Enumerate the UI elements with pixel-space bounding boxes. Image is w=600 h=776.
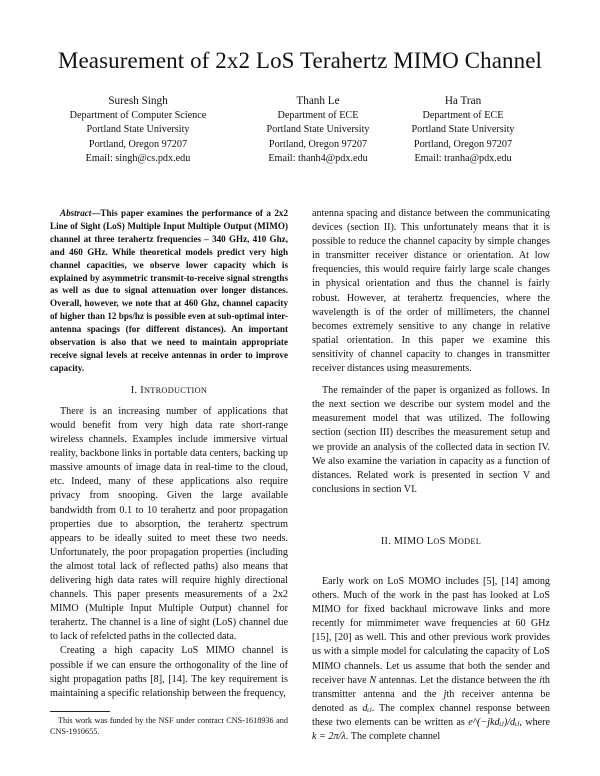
abstract — [50, 207, 288, 375]
model-paragraph-1 — [312, 575, 550, 744]
math-var: j — [443, 688, 447, 700]
author-email: Email: singh@cs.pdx.edu — [85, 152, 191, 164]
heading-part: ODEL — [457, 536, 482, 546]
author-univ: Portland State University — [86, 124, 190, 136]
section-numeral: I. — [130, 384, 141, 396]
author-univ: Portland State University — [411, 124, 515, 136]
section-numeral: II. — [380, 535, 394, 547]
footnote-rule — [50, 711, 110, 712]
text-run: th transmitter antenna and the — [312, 674, 550, 700]
author-dept: Department of ECE — [277, 110, 359, 122]
right-column — [312, 207, 550, 744]
author-name: Suresh Singh — [108, 95, 168, 107]
section-heading-mimo-los-model — [312, 535, 550, 549]
left-column — [50, 207, 288, 701]
text-run: antennas. Let the distance between the — [376, 674, 540, 686]
math-var: dᵢⱼ — [362, 702, 372, 714]
author-1 — [43, 94, 233, 166]
author-city: Portland, Oregon 97207 — [88, 138, 188, 150]
text-run: th receiver antenna be denoted as — [312, 688, 550, 714]
author-email: Email: tranha@pdx.edu — [414, 152, 512, 164]
intro-paragraph-2: Creating a high capacity LoS MIMO channel is possible if we can ensure the orthogonality of the line of sight propagation paths [8], [14]. The key requirement is maintaining a specific relationship between the frequency, — [50, 645, 288, 699]
text-run: Early work on LoS MOMO includes [5], [14] among others. Much of the work in the past has looked at LoS MIMO for fixed backhaul microwave links and more recently for mimmimeter wave frequencies at 60 GHz [15], [20] as well. This and other previous work provides us with a simple model for calculating the capacity of LoS MIMO channels. Let us assume that both the sender and receiver have — [312, 575, 550, 686]
math-var: i — [539, 674, 543, 686]
intro-paragraph-4: The remainder of the paper is organized as follows. In the next section we describe our system model and the measurement model that was utilized. The following section (section III) describes the measurement setup and we provide an analysis of the collected data in section IV. We also examine the variation in capacity as a function of distances. Related work is presented in section V and conclusions in section VI. — [312, 385, 550, 495]
author-dept: Department of Computer Science — [69, 110, 207, 122]
abstract-text: —This paper examines the performance of a 2x2 Line of Sight (LoS) Multiple Input Multiple Output (MIMO) channel at three terahertz frequencies – 340 GHz, 410 Ghz, and 460 GHz. While theoretical models predict very high channel capacities, we observe lower capacity which is explained by asymmetric transmit-to-receive signal strengths as well as due to signal attenuation over longer distances. Overall, however, we note that at 460 Ghz, channel capacity of higher than 12 bps/hz is possible even at sub-optimal inter-antenna spacings (for different distances). An important observation is also that we need to maintain appropriate receive signal levels at receive antennas in order to improve capacity. — [50, 208, 288, 373]
author-block — [0, 94, 600, 174]
heading-part: MIMO L — [393, 535, 434, 547]
footnote: This work was funded by the NSF under contract CNS-1618936 and CNS-1910655. — [50, 716, 288, 737]
section-heading-introduction — [50, 384, 288, 398]
intro-paragraph-3: antenna spacing and distance between the communicating devices (section II). This unfortunately means that it is possible to reduce the channel capacity by simple changes in transmitter receiver distance or orientation. At low frequencies, this would require fairly large scale changes in physical orientation and thus the channel is fairly robust. However, at terahertz frequencies, where the wavelength is of the order of millimeters, the channel becomes extremely sensitive to any change in relative spatial orientation. In this paper we examine this sensitivity of channel capacity to changes in transmitter receiver distances using measurements. — [312, 208, 550, 375]
author-3 — [368, 94, 558, 166]
author-email: Email: thanh4@pdx.edu — [268, 152, 368, 164]
heading-part: O — [433, 536, 440, 546]
text-run: . The complex channel response between these two elements can be written as — [312, 702, 550, 728]
author-univ: Portland State University — [266, 124, 370, 136]
author-city: Portland, Oregon 97207 — [268, 138, 368, 150]
text-run: . The complete channel — [345, 731, 441, 742]
math-formula: e^(−jkdᵢⱼ)/dᵢⱼ — [468, 716, 520, 728]
author-name: Thanh Le — [296, 95, 340, 107]
heading-part: S M — [439, 535, 458, 547]
paper-title: Measurement of 2x2 LoS Terahertz MIMO Channel — [57, 48, 543, 73]
author-dept: Department of ECE — [422, 110, 504, 122]
abstract-label: Abstract — [60, 208, 92, 218]
author-name: Ha Tran — [444, 95, 482, 107]
math-var: N — [369, 674, 377, 686]
heading-initial: I — [140, 384, 144, 396]
math-formula: k = 2π/λ — [312, 731, 346, 742]
author-city: Portland, Oregon 97207 — [413, 138, 513, 150]
text-run: , where — [519, 716, 551, 728]
heading-rest: NTRODUCTION — [143, 385, 208, 395]
intro-paragraph-1: There is an increasing number of applications that would benefit from very high data rate short-range wireless channels. Examples include immersive virtual reality, backbone links in portable data centers, backing up massive amounts of image data in real-time to the cloud, etc. Indeed, many of these applications also require privacy from snooping. Given the large available bandwidth from 0.1 to 10 terahertz and poor propagation properties due to absorption, the terahertz spectrum appears to be ideally suited to meet these two needs. Unfortunately, the poor propagation properties (including the almost total lack of reflected paths) also means that delivering high data rates will require highly directional channels. This paper presents measurements of a 2x2 MIMO (Multiple Input Multiple Output) channel for terahertz. The channel is a line of sight (LoS) channel due to lack of refelcted paths in the collected data. — [50, 405, 288, 643]
